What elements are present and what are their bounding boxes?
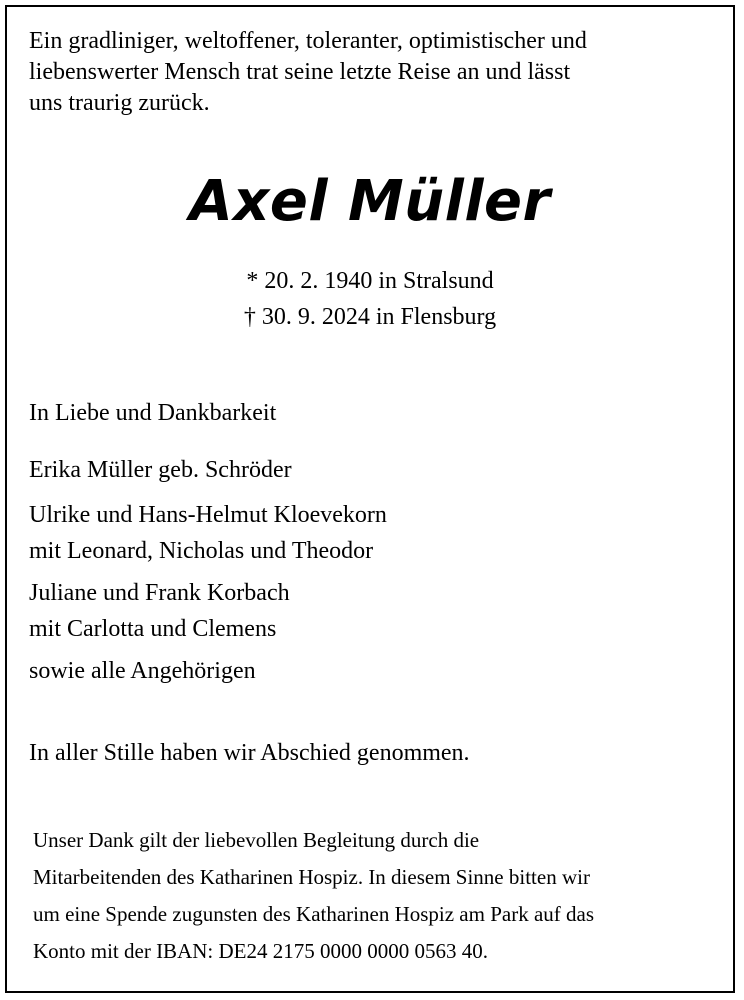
thanks-line: Konto mit der IBAN: DE24 2175 0000 0000 0563 40. — [33, 939, 488, 963]
birth-date: * 20. 2. 1940 in Stralsund — [246, 268, 494, 294]
deceased-name: Axel Müller — [189, 169, 551, 234]
mourner-line: mit Carlotta und Clemens — [29, 616, 277, 642]
intro-text — [29, 26, 719, 119]
death-date: † 30. 9. 2024 in Flensburg — [243, 304, 497, 330]
mourner-group — [29, 575, 290, 647]
salutation: In Liebe und Dankbarkeit — [29, 400, 277, 426]
obituary-notice — [5, 5, 735, 993]
mourner-group — [29, 497, 387, 569]
thanks-text — [33, 822, 723, 970]
mourner-line: mit Leonard, Nicholas und Theodor — [29, 538, 374, 564]
mourner-group — [29, 652, 256, 690]
mourner-line: sowie alle Angehörigen — [29, 658, 256, 684]
intro-line: Ein gradliniger, weltoffener, toleranter, optimistischer und — [29, 28, 587, 54]
farewell-text: In aller Stille haben wir Abschied genommen. — [29, 740, 470, 766]
intro-line: liebenswerter Mensch trat seine letzte Reise an und lässt — [29, 59, 571, 85]
mourner-line: Erika Müller geb. Schröder — [29, 457, 292, 483]
thanks-line: Unser Dank gilt der liebevollen Begleitung durch die — [33, 828, 480, 852]
life-dates — [7, 263, 733, 335]
thanks-line: um eine Spende zugunsten des Katharinen Hospiz am Park auf das — [33, 902, 595, 926]
intro-line: uns traurig zurück. — [29, 90, 210, 116]
mourner-line: Ulrike und Hans-Helmut Kloevekorn — [29, 502, 387, 528]
thanks-line: Mitarbeitenden des Katharinen Hospiz. In diesem Sinne bitten wir — [33, 865, 590, 889]
mourner-group — [29, 451, 292, 489]
mourner-line: Juliane und Frank Korbach — [29, 580, 290, 606]
